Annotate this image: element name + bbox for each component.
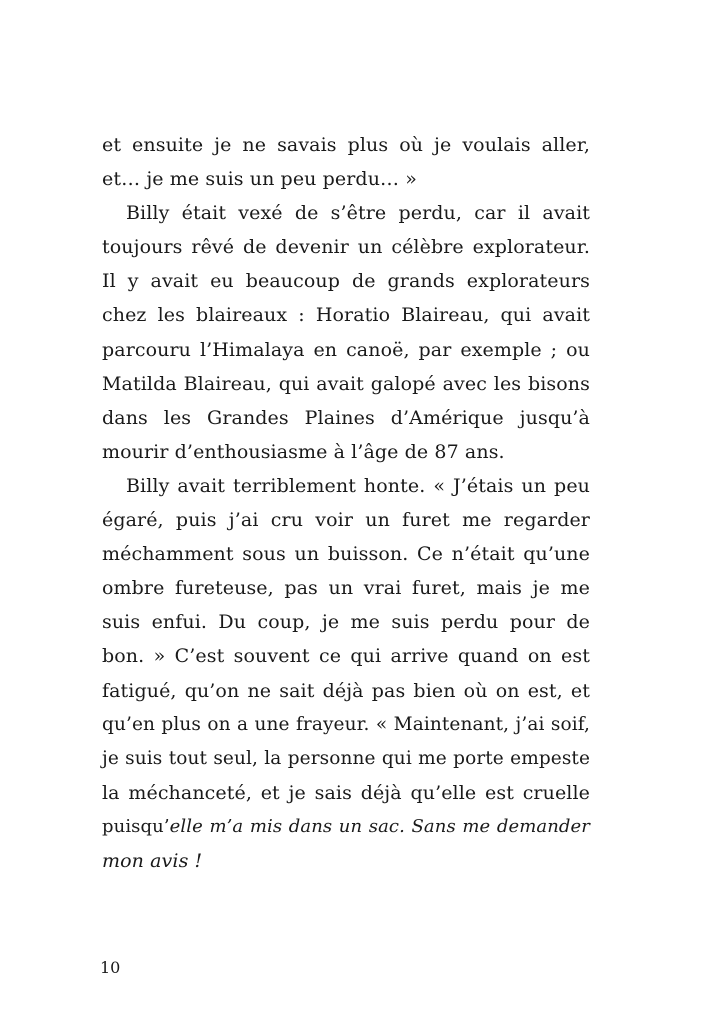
- text-line: [102, 128, 590, 162]
- text-line: [102, 639, 590, 673]
- line-text: méchamment sous un buisson. Ce n’était qu’une: [102, 543, 590, 566]
- line-text: et… je me suis un peu perdu… »: [102, 168, 417, 191]
- text-line: [102, 810, 590, 844]
- text-line: [102, 503, 590, 537]
- text-line: [102, 333, 590, 367]
- body-text: [102, 128, 590, 878]
- line-text: suis enfui. Du coup, je me suis perdu pour de: [102, 611, 590, 634]
- text-line: [102, 537, 590, 571]
- line-text: Il y avait eu beaucoup de grands explorateurs: [102, 270, 590, 293]
- text-line: [102, 367, 590, 401]
- line-text: ombre fureteuse, pas un vrai furet, mais je me: [102, 577, 590, 600]
- line-text: Billy était vexé de s’être perdu, car il avait: [126, 202, 590, 225]
- text-line: [102, 401, 590, 435]
- text-line: [102, 298, 590, 332]
- line-italic-text: mon avis !: [102, 849, 203, 872]
- text-line: [102, 469, 590, 503]
- line-text: qu’en plus on a une frayeur. « Maintenant, j’ai soif,: [102, 713, 590, 735]
- line-text: puisqu’: [102, 815, 170, 837]
- text-line: [102, 742, 590, 776]
- line-italic-text: elle m’a mis dans un sac. Sans me demander: [169, 815, 590, 837]
- line-text: je suis tout seul, la personne qui me porte empeste: [102, 747, 590, 769]
- text-line: [102, 708, 590, 742]
- line-text: bon. » C’est souvent ce qui arrive quand on est: [102, 645, 590, 668]
- text-line: [102, 230, 590, 264]
- text-line: [102, 196, 590, 230]
- line-text: et ensuite je ne savais plus où je voulais aller,: [102, 134, 590, 156]
- line-text: chez les blaireaux : Horatio Blaireau, qui avait: [102, 304, 590, 327]
- line-text: dans les Grandes Plaines d’Amérique jusqu’à: [102, 406, 590, 429]
- text-line: [102, 571, 590, 605]
- line-text: la méchanceté, et je sais déjà qu’elle est cruelle: [102, 781, 590, 804]
- line-text: Matilda Blaireau, qui avait galopé avec les bisons: [102, 372, 590, 395]
- line-text: toujours rêvé de devenir un célèbre explorateur.: [102, 236, 590, 259]
- line-text: Billy avait terriblement honte. « J’étais un peu: [126, 474, 590, 497]
- text-line: [102, 605, 590, 639]
- text-line: [102, 844, 590, 878]
- text-line: [102, 776, 590, 810]
- line-text: égaré, puis j’ai cru voir un furet me regarder: [102, 509, 590, 532]
- line-text: fatigué, qu’on ne sait déjà pas bien où on est, et: [102, 679, 590, 702]
- page-number: 10: [100, 958, 121, 977]
- line-text: parcouru l’Himalaya en canoë, par exemple ; ou: [102, 338, 590, 361]
- text-line: [102, 674, 590, 708]
- text-line: [102, 162, 590, 196]
- line-text: mourir d’enthousiasme à l’âge de 87 ans.: [102, 440, 505, 463]
- text-line: [102, 264, 590, 298]
- text-line: [102, 435, 590, 469]
